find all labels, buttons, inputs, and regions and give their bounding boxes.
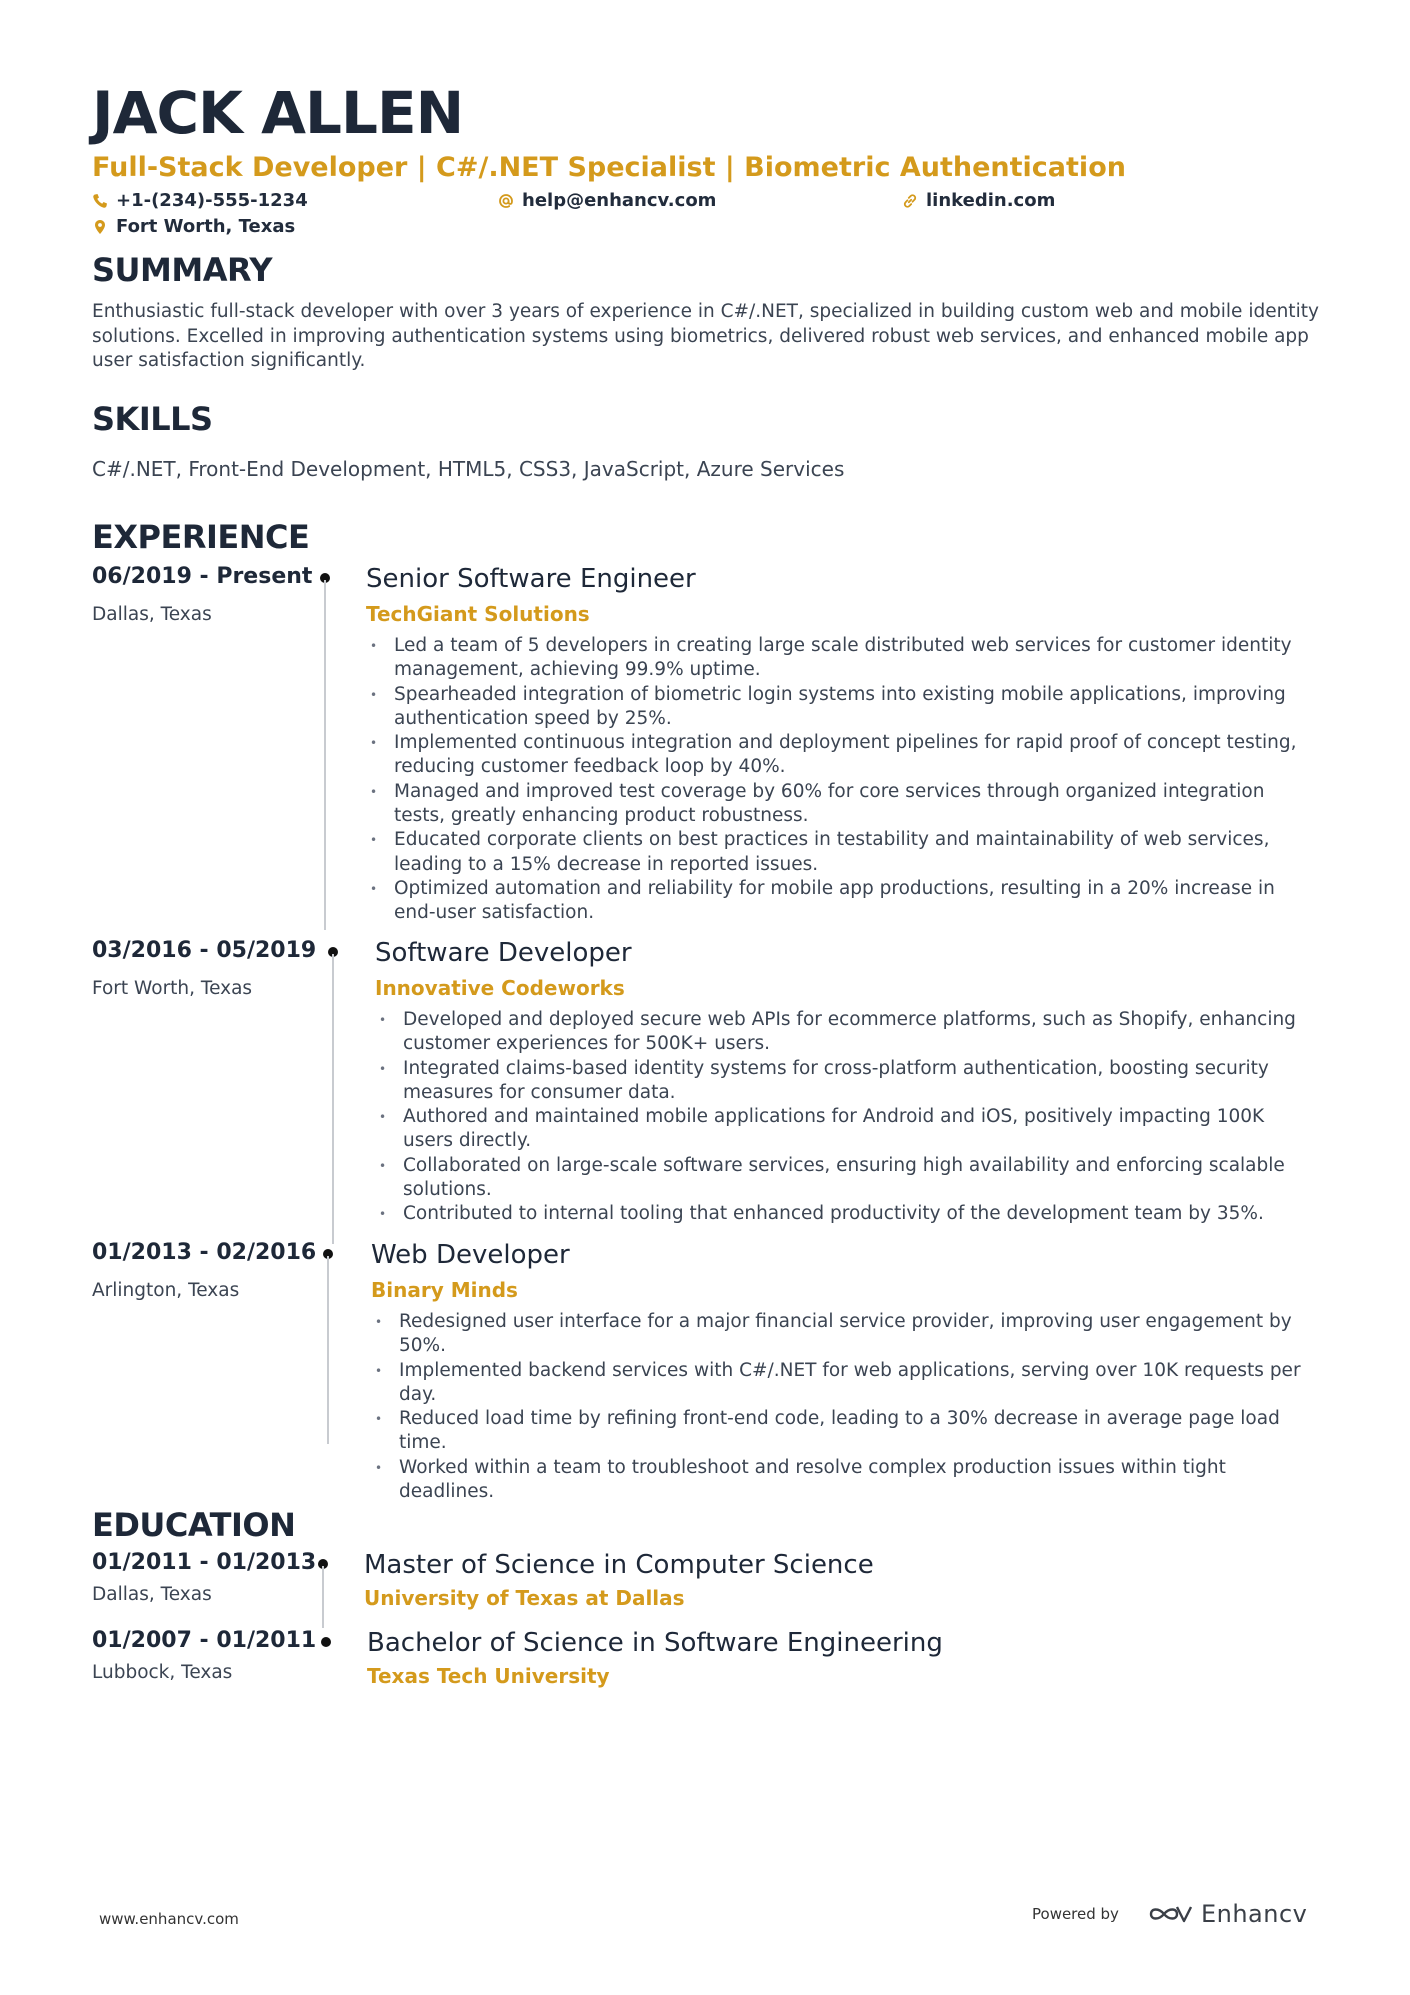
bullet-item: • Redesigned user interface for a major financial service provider, improving user engagement by 50%.: [371, 1310, 1316, 1359]
bullet-item: • Developed and deployed secure web APIs for ecommerce platforms, such as Shopify, enhancing customer experiences for 500K+ users.: [375, 1008, 1315, 1057]
experience-date: 06/2019 - Present: [92, 564, 313, 589]
location-text: Fort Worth, Texas: [116, 216, 296, 237]
contact-linkedin[interactable]: [902, 190, 1055, 211]
summary-text: Enthusiastic full-stack developer with over 3 years of experience in C#/.NET, specialized in building custom web and mobile identity solutions. Excelled in improving authentication systems using biometrics, delivered robust web services, and enhanced mobile app user satisfaction significantly.: [92, 301, 1319, 371]
bullet-item: • Implemented backend services with C#/.NET for web applications, serving over 10K requests per day.: [371, 1359, 1316, 1408]
bullet-item: • Implemented continuous integration and deployment pipelines for rapid proof of concept testing, reducing customer feedback loop by 40%.: [366, 731, 1316, 780]
education-date: 01/2007 - 01/2011: [92, 1628, 317, 1653]
timeline-line: [332, 954, 334, 1244]
bullet-item: • Educated corporate clients on best practices in testability and maintainability of web services, leading to a 15% decrease in reported issues.: [366, 828, 1316, 877]
contact-location: [92, 216, 295, 237]
timeline-line: [322, 1566, 324, 1628]
powered-by-text: Powered by: [1032, 1905, 1119, 1923]
bullet-item: • Optimized automation and reliability for mobile app productions, resulting in a 20% increase in end-user satisfaction.: [366, 877, 1316, 926]
education-degree: Master of Science in Computer Science: [364, 1550, 874, 1580]
experience-role: Software Developer: [375, 938, 632, 968]
education-location: Dallas, Texas: [92, 1584, 212, 1605]
timeline-dot: [321, 1637, 331, 1647]
resume-page: [92, 78, 1322, 1688]
enhancv-logo-icon: [1147, 1902, 1193, 1926]
experience-heading: EXPERIENCE: [92, 518, 310, 556]
contact-info: [92, 190, 1322, 246]
summary-heading: SUMMARY: [92, 251, 273, 289]
bullet-item: • Spearheaded integration of biometric login systems into existing mobile applications, improving authentication speed by 25%.: [366, 683, 1316, 732]
education-school: Texas Tech University: [367, 1664, 610, 1688]
bullet-item: • Led a team of 5 developers in creating large scale distributed web services for customer identity management, achieving 99.9% uptime.: [366, 634, 1316, 683]
brand-name: Enhancv: [1200, 1900, 1308, 1928]
experience-company: Binary Minds: [371, 1278, 518, 1302]
at-icon: [498, 193, 514, 209]
experience-bullets: [375, 1008, 1315, 1227]
experience-location: Arlington, Texas: [92, 1280, 240, 1301]
bullet-item: • Managed and improved test coverage by 60% for core services through organized integration tests, greatly enhancing product robustness.: [366, 780, 1316, 829]
linkedin-text: linkedin.com: [926, 190, 1056, 211]
education-degree: Bachelor of Science in Software Engineering: [367, 1628, 943, 1658]
bullet-item: • Collaborated on large-scale software services, ensuring high availability and enforcing scalable solutions.: [375, 1154, 1315, 1203]
bullet-item: • Authored and maintained mobile applications for Android and iOS, positively impacting 100K users directly.: [375, 1105, 1315, 1154]
experience-bullets: [366, 634, 1316, 926]
education-school: University of Texas at Dallas: [364, 1586, 685, 1610]
bullet-item: • Worked within a team to troubleshoot and resolve complex production issues within tight deadlines.: [371, 1456, 1316, 1505]
footer-branding: [1032, 1900, 1307, 1928]
experience-company: Innovative Codeworks: [375, 976, 625, 1000]
footer-website[interactable]: www.enhancv.com: [99, 1910, 239, 1928]
phone-text: +1-(234)-555-1234: [116, 190, 308, 211]
contact-email[interactable]: [498, 190, 716, 211]
skills-heading: SKILLS: [92, 400, 213, 438]
bullet-item: • Contributed to internal tooling that enhanced productivity of the development team by 35%.: [375, 1202, 1315, 1226]
experience-location: Fort Worth, Texas: [92, 978, 253, 999]
location-pin-icon: [92, 219, 108, 235]
bullet-item: • Integrated claims-based identity systems for cross-platform authentication, boosting security measures for consumer data.: [375, 1057, 1315, 1106]
experience-date: 01/2013 - 02/2016: [92, 1240, 317, 1265]
link-icon: [902, 193, 918, 209]
experience-location: Dallas, Texas: [92, 604, 212, 625]
skills-text: C#/.NET, Front-End Development, HTML5, CSS3, JavaScript, Azure Services: [92, 457, 845, 481]
education-location: Lubbock, Texas: [92, 1662, 233, 1683]
timeline-line: [327, 1256, 329, 1444]
timeline-line: [324, 580, 326, 930]
experience-company: TechGiant Solutions: [366, 602, 590, 626]
experience-date: 03/2016 - 05/2019: [92, 938, 317, 963]
email-text: help@enhancv.com: [522, 190, 717, 211]
education-date: 01/2011 - 01/2013: [92, 1550, 317, 1575]
experience-role: Web Developer: [371, 1240, 570, 1270]
bullet-item: • Reduced load time by refining front-end code, leading to a 30% decrease in average page load time.: [371, 1407, 1316, 1456]
candidate-name: JACK ALLEN: [92, 79, 464, 147]
experience-role: Senior Software Engineer: [366, 564, 696, 594]
experience-bullets: [371, 1310, 1316, 1504]
phone-icon: [92, 193, 108, 209]
candidate-title: Full-Stack Developer | C#/.NET Specialist | Biometric Authentication: [92, 152, 1126, 183]
education-heading: EDUCATION: [92, 1506, 296, 1544]
contact-phone: [92, 190, 308, 211]
